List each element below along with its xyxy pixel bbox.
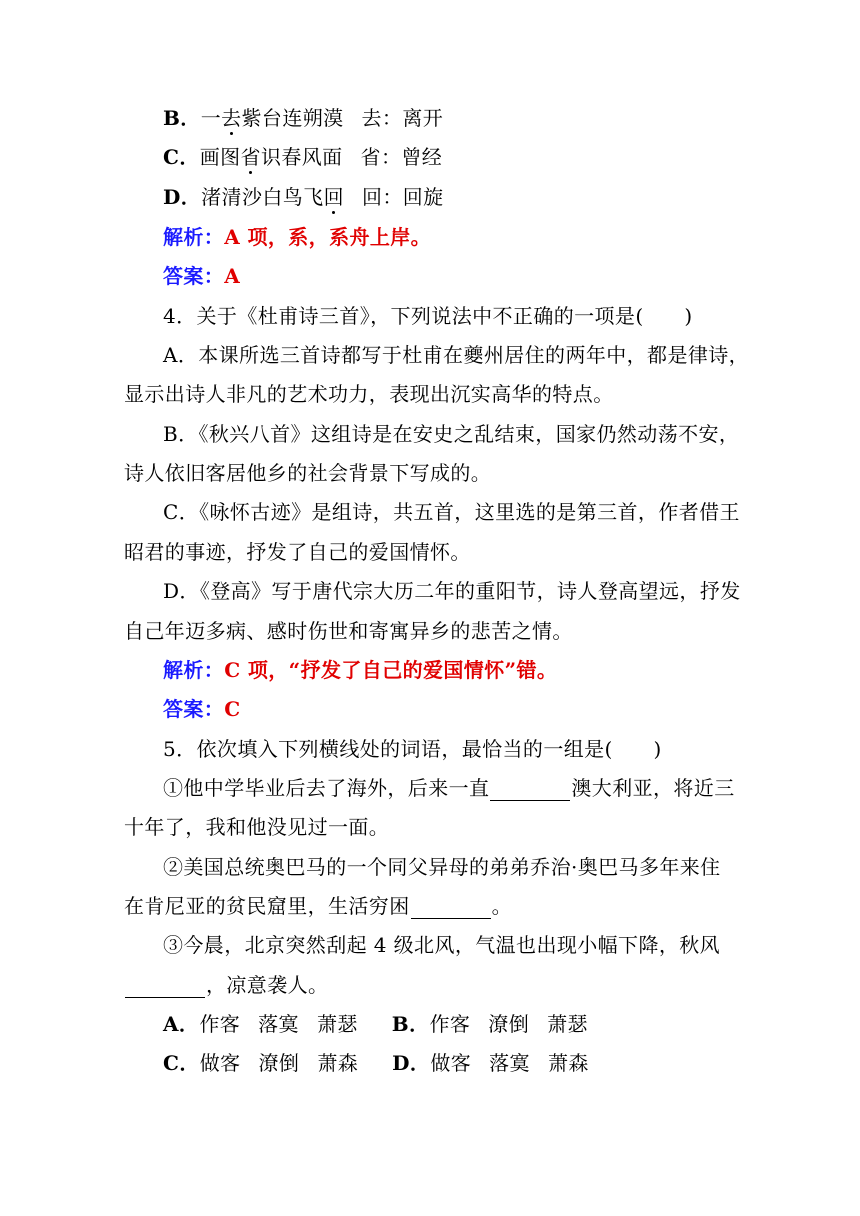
q4-answer — [163, 696, 783, 722]
option-text: 渚清沙白鸟飞 — [201, 185, 324, 209]
emphasis-char: 省 — [240, 145, 261, 169]
q4-option-c-line2: 昭君的事迹，抒发了自己的爱国情怀。 — [124, 540, 471, 564]
answer-text: C — [224, 697, 241, 721]
option-word: 作客 — [429, 1012, 471, 1036]
option-gloss: 回：回旋 — [361, 185, 444, 209]
q5-stem: 5．依次填入下列横线处的词语，最恰当的一组是( ) — [163, 737, 662, 761]
option-word: 落寞 — [258, 1012, 299, 1036]
q4-option-b-line2: 诗人依旧客居他乡的社会背景下写成的。 — [124, 461, 492, 485]
q5-options-row-2 — [163, 1050, 783, 1076]
q4-option-a-line1: A．本课所选三首诗都写于杜甫在夔州居住的两年中，都是律诗， — [163, 343, 750, 367]
option-label: B． — [391, 1012, 430, 1036]
option-word: 作客 — [199, 1012, 241, 1036]
option-text: 画图 — [199, 145, 241, 169]
analysis-label: 解析： — [163, 225, 225, 249]
option-word: 潦倒 — [258, 1051, 300, 1075]
option-word: 落寞 — [489, 1051, 530, 1075]
q4-option-d-line2: 自己年迈多病、感时伤世和寄寓异乡的悲苦之情。 — [124, 619, 573, 643]
fill-blank — [125, 977, 205, 998]
answer-label: 答案： — [163, 697, 225, 721]
q5-options-row-1 — [163, 1011, 783, 1037]
sentence-text: 澳大利亚，将近三 — [571, 776, 735, 800]
option-label: D． — [163, 185, 202, 209]
q3-option-d — [163, 184, 783, 210]
q5-sentence-3-line2 — [124, 972, 744, 998]
q3-option-c — [163, 144, 783, 170]
sentence-text: ，凉意袭人。 — [206, 973, 329, 997]
answer-text: A — [224, 264, 241, 288]
option-label: C． — [163, 1051, 200, 1075]
q4-stem: 4．关于《杜甫诗三首》，下列说法中不正确的一项是( ) — [163, 304, 693, 328]
analysis-text: A 项，系，系舟上岸。 — [224, 225, 432, 249]
option-label: D． — [392, 1051, 431, 1075]
sentence-text: 。 — [491, 894, 513, 918]
option-word: 做客 — [430, 1051, 472, 1075]
option-gloss: 省：曾经 — [360, 145, 443, 169]
fill-blank — [490, 780, 570, 801]
q4-option-a-line2: 显示出诗人非凡的艺术功力，表现出沉实高华的特点。 — [124, 382, 614, 406]
analysis-text: C 项，“抒发了自己的爱国情怀”错。 — [224, 658, 558, 682]
q5-sentence-1-line2: 十年了，我和他没见过一面。 — [124, 815, 390, 839]
answer-label: 答案： — [163, 264, 225, 288]
option-text: 识春风面 — [260, 145, 343, 169]
option-word: 萧瑟 — [316, 1012, 358, 1036]
option-text: 紫台连朔漠 — [241, 106, 344, 130]
q3-analysis — [163, 224, 783, 250]
emphasis-char: 回 — [323, 185, 344, 209]
q4-option-b-line1: B．《秋兴八首》这组诗是在安史之乱结束，国家仍然动荡不安， — [163, 422, 740, 446]
option-text: 一 — [200, 106, 222, 130]
fill-blank — [411, 898, 491, 919]
option-word: 萧森 — [317, 1051, 359, 1075]
option-word: 潦倒 — [488, 1012, 530, 1036]
q5-sentence-3-line1: ③今晨，北京突然刮起 4 级北风，气温也出现小幅下降，秋风 — [163, 933, 721, 957]
option-word: 做客 — [199, 1051, 241, 1075]
q4-analysis — [163, 657, 783, 683]
option-gloss: 去：离开 — [361, 106, 444, 130]
q4-option-d-line1: D．《登高》写于唐代宗大历二年的重阳节，诗人登高望远，抒发 — [163, 579, 741, 603]
q5-sentence-2-line2 — [124, 893, 744, 919]
sentence-text: 在肯尼亚的贫民窟里，生活穷困 — [124, 894, 410, 918]
analysis-label: 解析： — [163, 658, 225, 682]
option-word: 萧森 — [547, 1051, 589, 1075]
option-label: C． — [163, 145, 200, 169]
sentence-text: ①他中学毕业后去了海外，后来一直 — [163, 776, 490, 800]
emphasis-char: 去 — [221, 106, 242, 130]
q3-option-b — [163, 105, 783, 131]
q4-option-c-line1: C．《咏怀古迹》是组诗，共五首，这里选的是第三首，作者借王 — [163, 500, 740, 524]
q5-sentence-1-line1 — [163, 775, 783, 801]
option-label: B． — [163, 106, 201, 130]
option-word: 萧瑟 — [547, 1012, 588, 1036]
q3-answer — [163, 263, 783, 289]
option-label: A． — [163, 1012, 200, 1036]
q5-sentence-2-line1: ②美国总统奥巴马的一个同父异母的弟弟乔治·奥巴马多年来住 — [163, 855, 721, 879]
